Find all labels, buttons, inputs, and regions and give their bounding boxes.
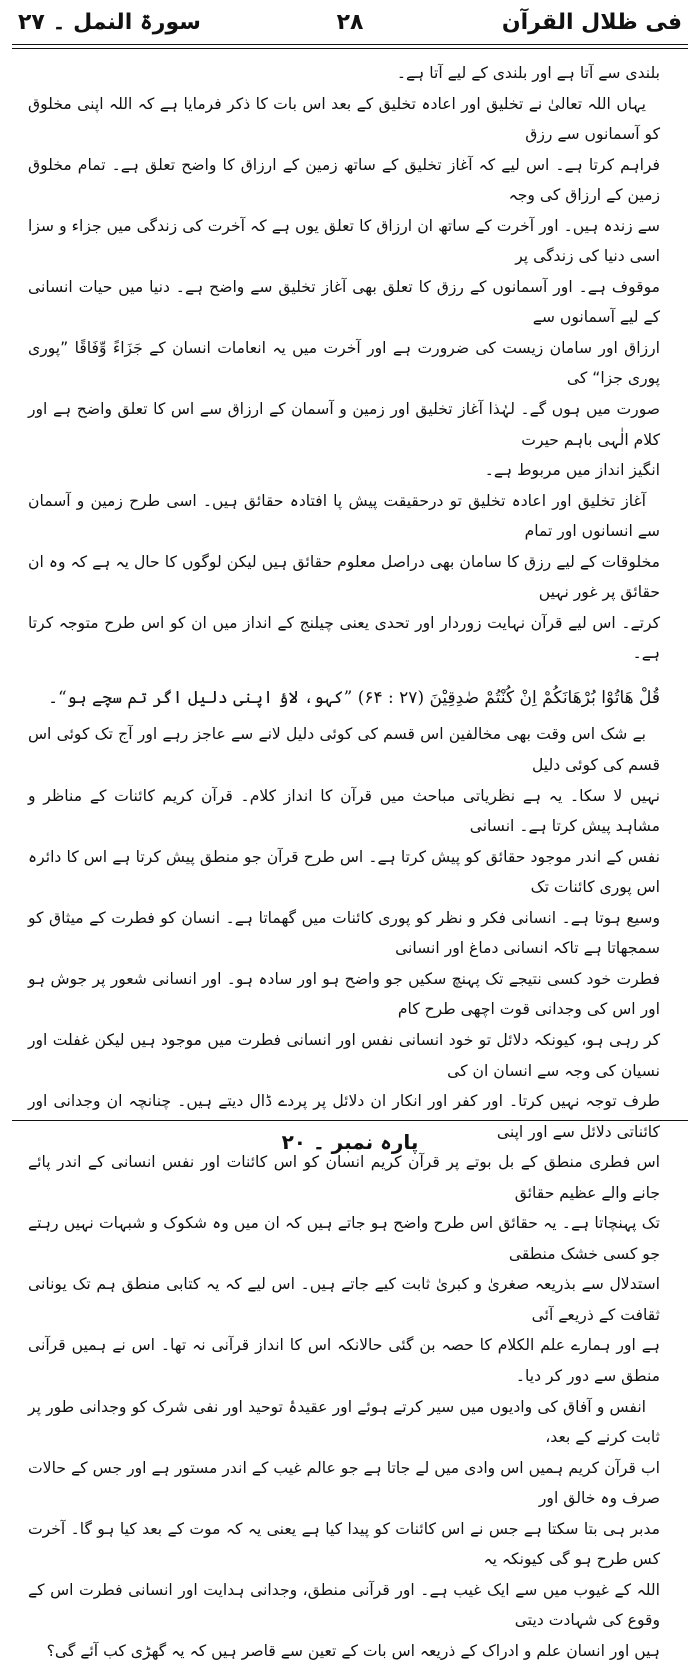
body-line: فطرت خود کسی نتیجے تک پہنچ سکیں جو واضح ہو اور سادہ ہو۔ اور انسانی شعور پر جوش ہو اور اس کی وجدانی قوت اچھی طرح کام xyxy=(28,969,660,1019)
body-line: بے شک اس وقت بھی مخالفین اس قسم کی کوئی دلیل لانے سے عاجز رہے اور آج تک کوئی اس قسم کی کوئی دلیل xyxy=(28,725,660,775)
body-line: مخلوقات کے لیے رزق کا سامان بھی دراصل معلوم حقائق ہیں لیکن لوگوں کا حال یہ ہے کہ وہ ان حقائق پر غور نہیں xyxy=(28,552,660,602)
book-title: فی ظلال القرآن xyxy=(501,10,682,35)
surah-label: سورۃ النمل ۔ ۲۷ xyxy=(18,10,201,35)
body-line: موقوف ہے۔ اور آسمانوں کے رزق کا تعلق بھی آغاز تخلیق سے واضح ہے۔ دنیا میں حیات انسانی کے لیے آسمانوں سے xyxy=(28,277,660,327)
body-line: نہیں لا سکا۔ یہ ہے نظریاتی مباحث میں قرآن کا انداز کلام۔ قرآن کریم کائنات کے مناظر و مشاہد پیش کرتا ہے۔ انسانی xyxy=(28,786,660,836)
footer-rule xyxy=(12,1120,688,1121)
page-number: ۲۸ xyxy=(336,10,364,35)
body-line: طرف توجہ نہیں کرتا۔ اور کفر اور انکار ان دلائل پر پردے ڈال دیتے ہیں۔ چنانچہ ان وجدانی اور کائناتی دلائل سے اور اپنی xyxy=(28,1092,660,1141)
body-line: انفس و آفاق کی وادیوں میں سیر کرتے ہوئے اور عقیدۂ توحید اور نفی شرک کو وجدانی طور پر ثابت کرنے کے بعد، xyxy=(28,1397,660,1447)
body-line: بلندی سے آتا ہے اور بلندی کے لیے آتا ہے۔ xyxy=(396,64,660,82)
body-line: اس فطری منطق کے بل بوتے پر قرآن کریم انسان کو اس کائنات اور نفس انسانی کے اندر پائے جانے والے عظیم حقائق xyxy=(28,1153,660,1202)
body-line: ارزاق اور سامان زیست کی ضرورت ہے اور آخرت میں یہ انعامات انسان کے جَزَاءً وِّفَاقًا ”پوری پوری جزا“ کی xyxy=(28,338,660,388)
body-line: وسیع ہوتا ہے۔ انسانی فکر و نظر کو پوری کائنات میں گھماتا ہے۔ انسان کو فطرت کے میثاق کو سمجھاتا ہے تاکہ انسانی دماغ اور انسانی xyxy=(28,908,660,958)
body-line: نفس کے اندر موجود حقائق کو پیش کرتا ہے۔ اس طرح قرآن جو منطق پیش کرتا ہے اس کا دائرہ اس پوری کائنات تک xyxy=(28,847,660,897)
header-rule-inner xyxy=(12,48,688,49)
body-line: اب قرآن کریم ہمیں اس وادی میں لے جاتا ہے جو عالم غیب کے اندر مستور ہے اور جس کے حالات صرف وہ خالق اور xyxy=(28,1458,660,1508)
body-line: صورت میں ہوں گے۔ لہٰذا آغاز تخلیق اور زمین و آسمان کے ارزاق سے اس کا تعلق واضح ہے اور کلام الٰہی باہم حیرت xyxy=(28,400,660,449)
body-line: سے زندہ ہیں۔ اور آخرت کے ساتھ ان ارزاق کا تعلق یوں ہے کہ آخرت کی زندگی میں جزاء و سزا اسی دنیا کی زندگی پر xyxy=(28,216,660,266)
body-line: انگیز انداز میں مربوط ہے۔ xyxy=(484,461,660,480)
para-number: پارہ نمبر ۔ ۲۰ xyxy=(281,1130,419,1154)
body-line: استدلال سے بذریعہ صغریٰ و کبریٰ ثابت کیے جاتے ہیں۔ اس لیے کہ یہ کتابی منطق ہم تک یونانی ثقافت کے ذریعے آئی xyxy=(28,1275,660,1324)
quran-verse: قُلْ ھَاتُوْا بُرْھَانَکُمْ اِنْ کُنْتُمْ صٰدِقِیْنَ (۲۷ : ۶۴) ”کہو، لاؤ اپنی دلیل اگر تم سچے ہو“۔ xyxy=(48,687,660,708)
body-line: تک پہنچاتا ہے۔ یہ حقائق اس طرح واضح ہو جاتے ہیں کہ ان میں وہ شکوک و شبہات نہیں رہتے جو کسی خشک منطقی xyxy=(28,1214,660,1263)
body-line: اللہ کے غیوب میں سے ایک غیب ہے۔ اور قرآنی منطق، وجدانی ہدایت اور انسانی فطرت اس کے وقوع کی شہادت دیتی xyxy=(28,1580,660,1630)
body-line: مدبر ہی بتا سکتا ہے جس نے اس کائنات کو پیدا کیا ہے یعنی یہ کہ موت کے بعد کیا ہو گا۔ آخرت کس طرح ہو گی کیونکہ یہ xyxy=(28,1519,660,1569)
page-header xyxy=(18,6,682,46)
body-line: یہاں اللہ تعالیٰ نے تخلیق اور اعادہ تخلیق کے بعد اس بات کا ذکر فرمایا ہے کہ اللہ اپنی مخلوق کو آسمانوں سے رزق xyxy=(28,94,660,144)
body-line: ہیں اور انسان علم و ادراک کے ذریعہ اس بات کے تعین سے قاصر ہیں کہ یہ گھڑی کب آئے گی؟ xyxy=(46,1641,660,1660)
header-rule xyxy=(12,44,688,45)
body-line: ہے اور ہمارے علم الکلام کا حصہ بن گئی حالانکہ اس کا انداز قرآنی نہ تھا۔ اس نے ہمیں قرآنی منطق سے دور کر دیا۔ xyxy=(28,1336,660,1385)
body-line: کر رہی ہو، کیونکہ دلائل تو خود انسانی نفس اور انسانی فطرت میں موجود ہیں لیکن غفلت اور نسیان کی وجہ سے انسان ان کی xyxy=(28,1030,660,1080)
body-text xyxy=(28,58,660,1666)
body-line: فراہم کرتا ہے۔ اس لیے کہ آغاز تخلیق کے ساتھ زمین کے ارزاق کا واضح تعلق ہے۔ تمام مخلوق زمین کے ارزاق کی وجہ xyxy=(28,155,660,205)
body-line: آغاز تخلیق اور اعادہ تخلیق تو درحقیقت پیش پا افتادہ حقائق ہیں۔ اسی طرح زمین و آسمان سے انسانوں اور تمام xyxy=(28,491,660,541)
body-line: کرتے۔ اس لیے قرآن نہایت زوردار اور تحدی یعنی چیلنج کے انداز میں ان کو اس طرح متوجہ کرتا ہے۔ xyxy=(28,613,660,663)
